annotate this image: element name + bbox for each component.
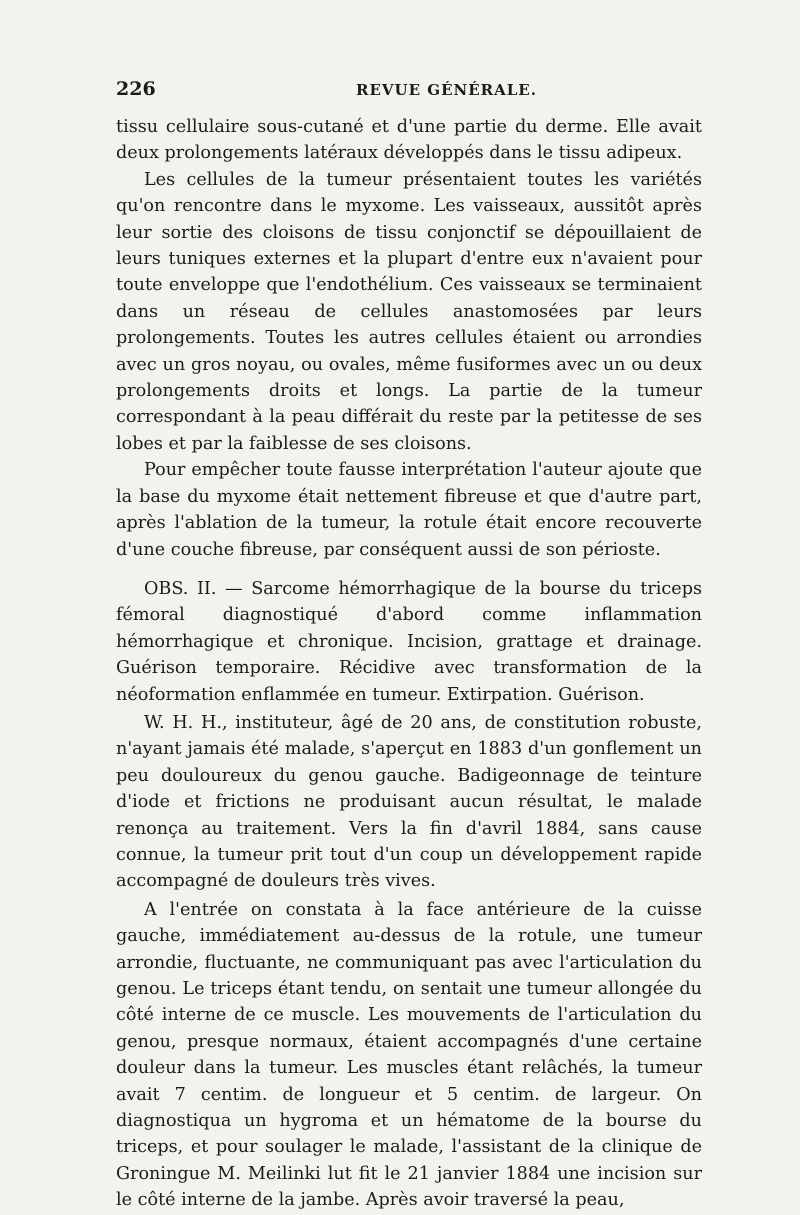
observation-heading: OBS. II. — Sarcome hémorrhagique de la bourse du triceps fémoral diagnostiqué d'abord comme inflammation hémorrhagique et chronique. Incision, grattage et drainage. Guérison temporaire. Récidive avec transformation de la néoformation enflammée en tumeur. Extirpation. Guérison.: [116, 578, 702, 705]
paragraph-patient: W. H. H., instituteur, âgé de 20 ans, de constitution robuste, n'ayant jamais été malade, s'aperçut en 1883 d'un gonflement un peu douloureux du genou gauche. Badigeonnage de teinture d'iode et frictions ne produisant aucun résultat, le malade renonça au traitement. Vers la fin d'avril 1884, sans cause connue, la tumeur prit tout d'un coup un développement rapide accompagné de douleurs très vives.: [116, 712, 702, 892]
page-number: 226: [116, 78, 156, 100]
page-header: [116, 78, 702, 106]
running-head: REVUE GÉNÉRALE.: [356, 81, 537, 99]
paragraph-continuation: tissu cellulaire sous-cutané et d'une partie du derme. Elle avait deux prolongements latéraux développés dans le tissu adipeux.: [116, 117, 702, 164]
body-text: [116, 114, 702, 1214]
paragraph-interpretation: Pour empêcher toute fausse interprétation l'auteur ajoute que la base du myxome était nettement fibreuse et que d'autre part, après l'ablation de la tumeur, la rotule était encore recouverte d'une couche fibreuse, par conséquent aussi de son périoste.: [116, 460, 702, 560]
paragraph-cells: Les cellules de la tumeur présentaient toutes les variétés qu'on rencontre dans le myxome. Les vaisseaux, aussitôt après leur sortie des cloisons de tissu conjonctif se dépouillaient de leurs tuniques externes et la plupart d'entre eux n'avaient pour toute enveloppe que l'endothélium. Ces vaisseaux se terminaient dans un réseau de cellules anastomosées par leurs prolongements. Toutes les autres cellules étaient ou arrondies avec un gros noyau, ou ovales, même fusiformes avec un ou deux prolongements droits et longs. La partie de la tumeur correspondant à la peau différait du reste par la petitesse de ses lobes et par la faiblesse de ses cloisons.: [116, 169, 702, 454]
paragraph-examination: A l'entrée on constata à la face antérieure de la cuisse gauche, immédiatement au-dessus de la rotule, une tumeur arrondie, fluctuante, ne communiquant pas avec l'articulation du genou. Le triceps étant tendu, on sentait une tumeur allongée du côté interne de ce muscle. Les mouvements de l'articulation du genou, presque normaux, étaient accompagnés d'une certaine douleur dans la tumeur. Les muscles étant relâchés, la tumeur avait 7 centim. de longueur et 5 centim. de largeur. On diagnostiqua un hygroma et un hématome de la bourse du triceps, et pour soulager le malade, l'assistant de la clinique de Groningue M. Meilinki lut fit le 21 janvier 1884 une incision sur le côté interne de la jambe. Après avoir traversé la peau,: [116, 899, 702, 1211]
